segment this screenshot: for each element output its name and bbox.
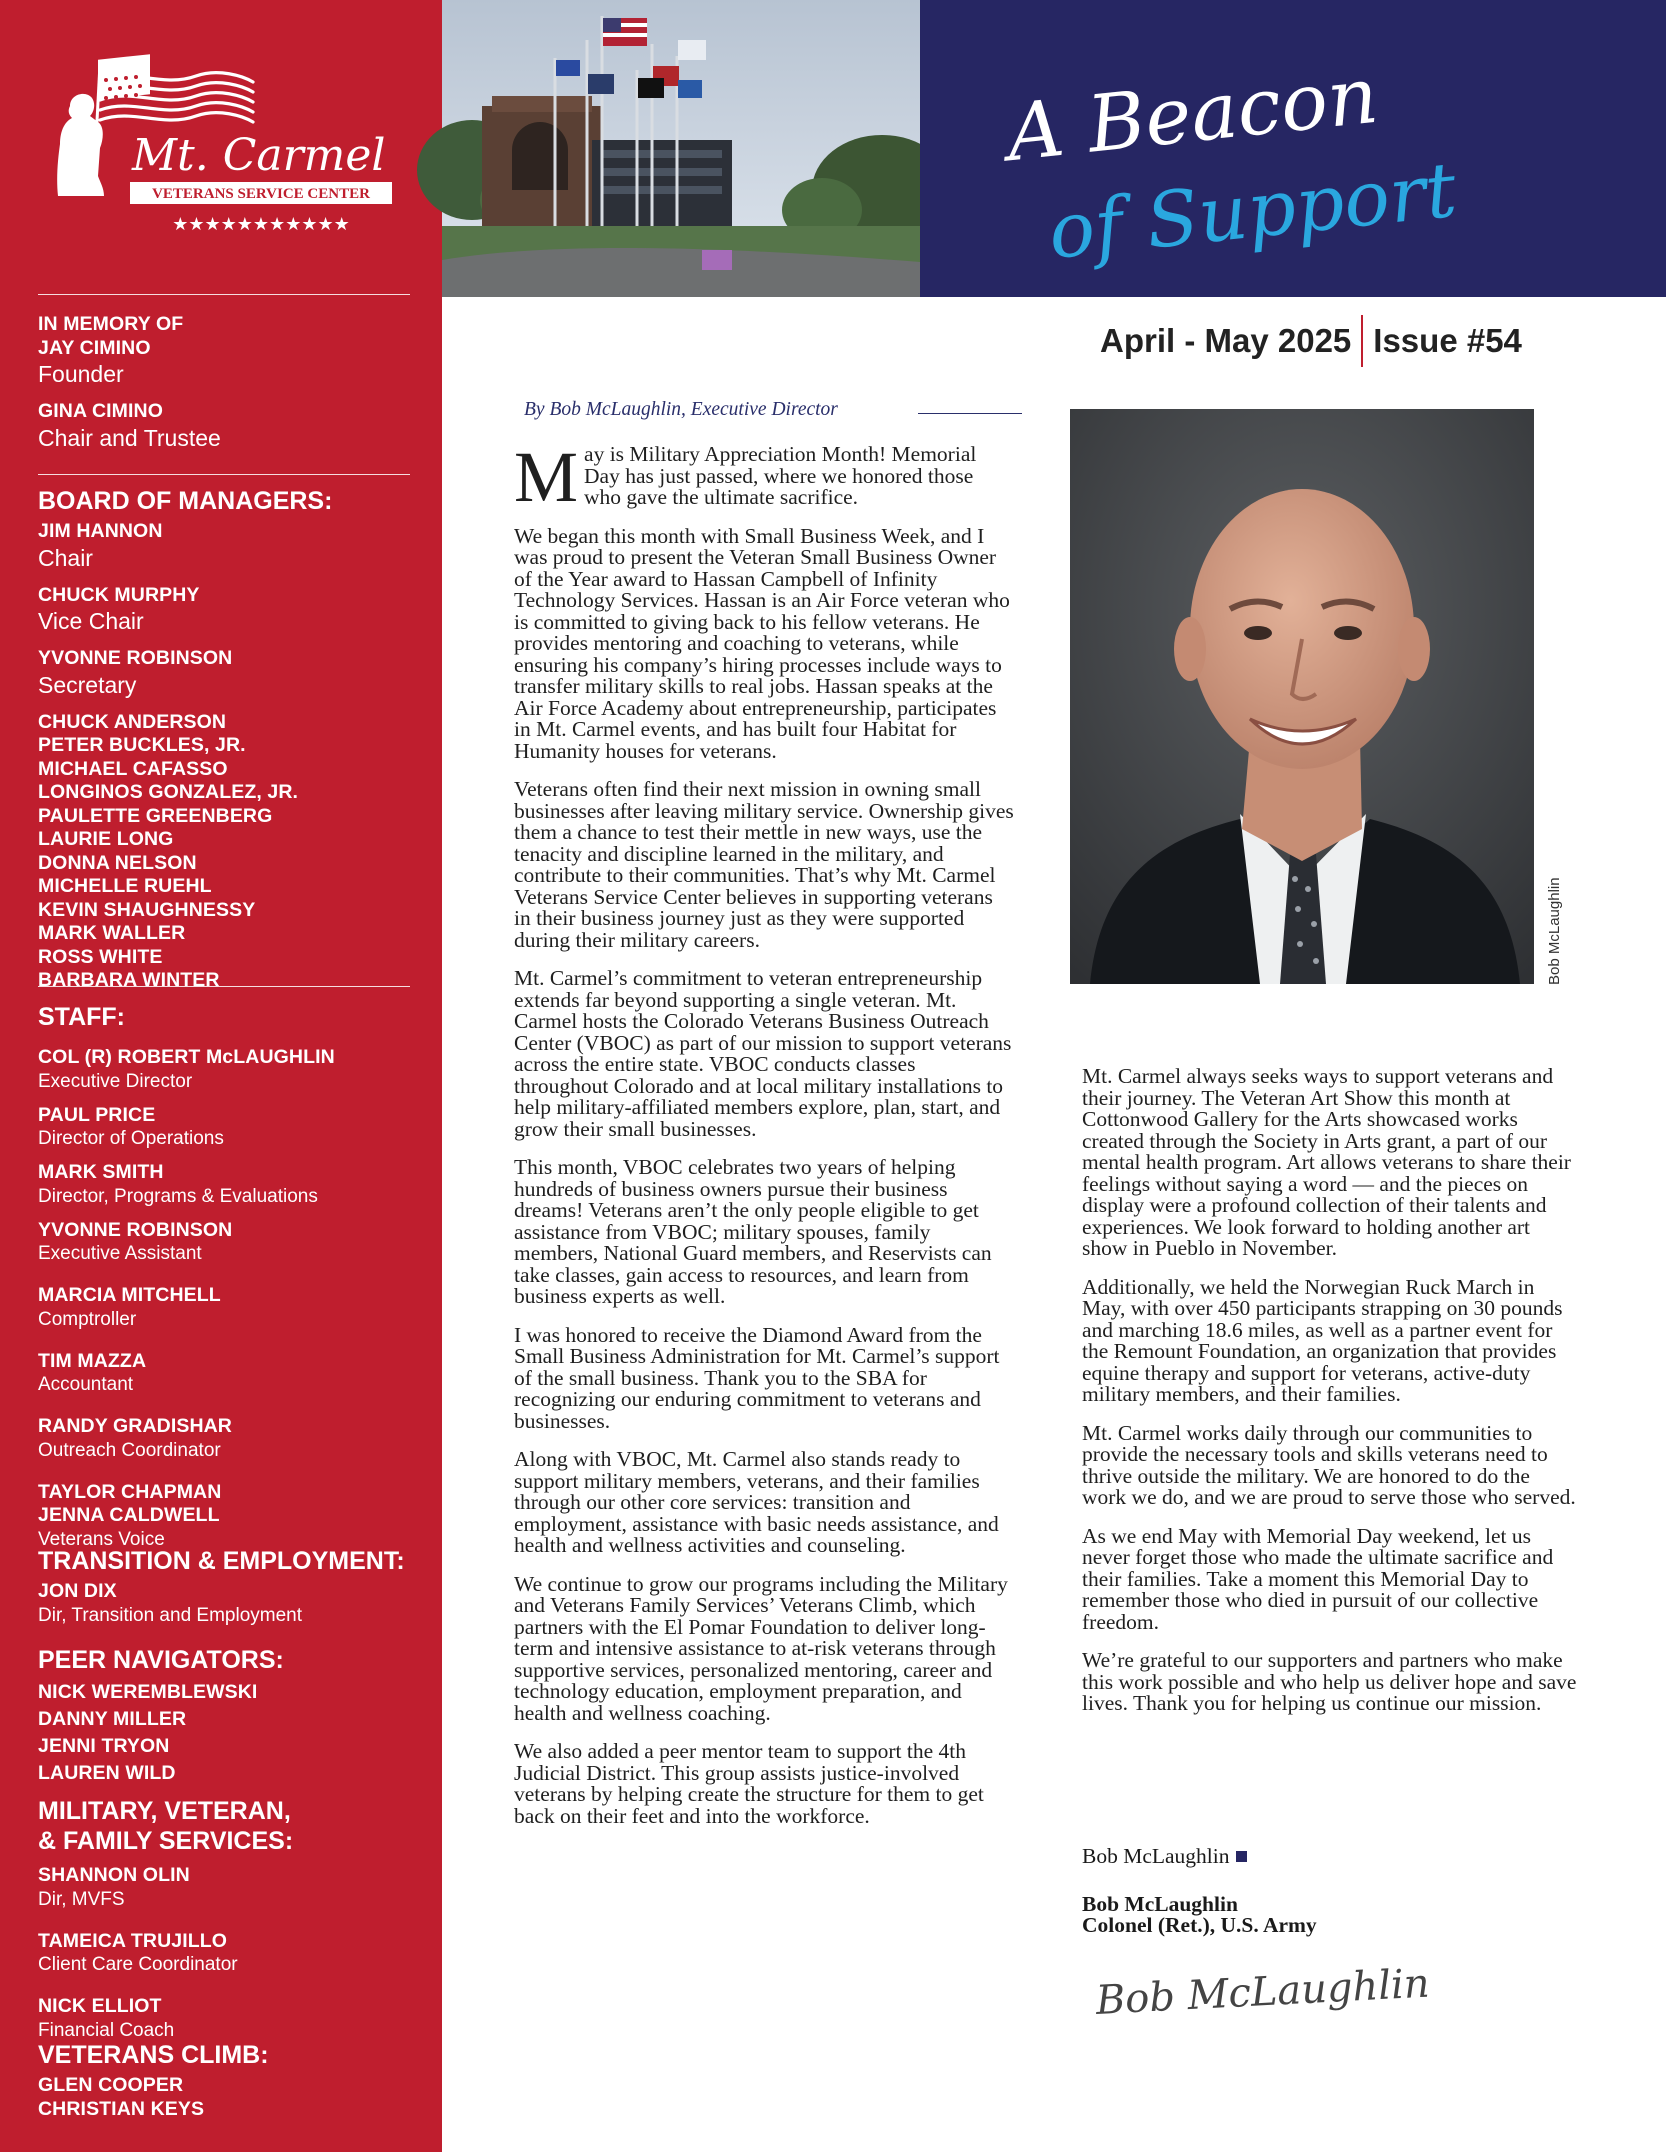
trustee-role: Chair and Trustee [38, 424, 221, 451]
lead-text: ay is Military Appreciation Month! Memorial Day has just passed, where we honored those who gave the ultimate sacrifice. [584, 442, 977, 509]
staff-name: YVONNE ROBINSON [38, 1218, 233, 1241]
mvfs-role: Dir, MVFS [38, 1888, 125, 1910]
transition-name: JON DIX [38, 1580, 117, 1602]
transition-heading: TRANSITION & EMPLOYMENT: [38, 1547, 405, 1575]
peer-name: DANNY MILLER [38, 1708, 187, 1730]
logo-name: Mt. Carmel [132, 130, 386, 181]
banner-title-line2: of Support [1044, 144, 1461, 277]
mvfs-role: Financial Coach [38, 2019, 175, 2041]
issue-line [1100, 318, 1522, 364]
board-officer-role: Secretary [38, 671, 137, 698]
board-officer-name: CHUCK MURPHY [38, 583, 200, 606]
article-paragraph: We began this month with Small Business Week, and I was proud to present the Veteran Small Business Owner of the Year award to Hassan Campbell of Infinity Technology Services. Hassan is an Air Force veteran who is committed to giving back to his fellow veterans. He provides mentoring and coaching to veterans, while ensuring his company’s hiring processes include ways to transfer military skills to real jobs. Hassan speaks at the Air Force Academy about entrepreneurship, participates in Mt. Carmel events, and has built four Habitat for Humanity houses for veterans. [514, 523, 1010, 763]
article-paragraph: We also added a peer mentor team to support the 4th Judicial District. This group assists justice-involved veterans by helping create the structure for them to get back on their feet and into the workforce. [514, 1739, 984, 1828]
board-member: LAURIE LONG [38, 828, 174, 850]
author-name: Bob McLaughlin [1082, 1891, 1238, 1916]
staff-name: TAYLOR CHAPMAN [38, 1480, 222, 1503]
article-column-left [514, 437, 1014, 1844]
staff-role: Outreach Coordinator [38, 1439, 221, 1461]
staff-name: TIM MAZZA [38, 1349, 147, 1372]
staff-role: Accountant [38, 1374, 134, 1395]
article-paragraph: Additionally, we held the Norwegian Ruck March in May, with over 450 participants strapping on 30 pounds and marching 18.6 miles, as well as a partner event for the Remount Foundation, an organization that provides equine therapy and support for veterans, active-duty military members, and their families. [1082, 1274, 1563, 1406]
issue-date: April - May 2025 [1100, 322, 1352, 359]
transition-role: Dir, Transition and Employment [38, 1604, 303, 1626]
board-member: KEVIN SHAUGHNESSY [38, 898, 256, 921]
memory-name: JAY CIMINO [38, 336, 151, 359]
board-member: PETER BUCKLES, JR. [38, 734, 246, 756]
signature-text: Bob McLaughlin [1094, 1960, 1431, 2024]
photo-credit: Bob McLaughlin [1546, 877, 1563, 985]
board-block [38, 484, 418, 993]
peer-name: NICK WEREMBLEWSKI [38, 1681, 258, 1703]
board-officer-name: JIM HANNON [38, 520, 163, 542]
issue-number: Issue #54 [1373, 322, 1522, 359]
staff-name: PAUL PRICE [38, 1103, 156, 1126]
article-paragraph: We’re grateful to our supporters and partners who make this work possible and who help us deliver hope and save lives. Thank you for helping us continue our mission. [1082, 1648, 1577, 1715]
article-paragraph: I was honored to receive the Diamond Award from the Small Business Administration for Mt. Carmel’s support of the small business. Thank you to the SBA for recognizing our enduring commitment to veterans and businesses. [514, 1322, 1000, 1433]
staff-role: Director of Operations [38, 1128, 224, 1149]
peer-heading: PEER NAVIGATORS: [38, 1646, 284, 1674]
climb-name: GLEN COOPER [38, 2074, 184, 2096]
sidebar-divider [38, 474, 410, 475]
signature-block [1082, 1846, 1502, 1937]
mvfs-block [38, 1796, 418, 2053]
board-heading: BOARD OF MANAGERS: [38, 487, 333, 515]
peer-list [38, 1679, 418, 1787]
sidebar-divider [38, 986, 410, 987]
portrait-photo [1070, 409, 1534, 984]
issue-separator [1361, 315, 1363, 367]
board-officer-name: YVONNE ROBINSON [38, 647, 233, 669]
logo-subtitle: VETERANS SERVICE CENTER [152, 186, 370, 202]
board-member-list [38, 711, 418, 993]
climb-block [38, 2038, 418, 2121]
author-rank: Colonel (Ret.), U.S. Army [1082, 1913, 1317, 1937]
article-paragraph: Mt. Carmel’s commitment to veteran entrepreneurship extends far beyond supporting a single veteran. Mt. Carmel hosts the Colorado Veterans Business Outreach Center (VBOC) as part of our mission to support veterans across the entire state. VBOC conducts classes throughout Colorado and at local military installations to help military-affiliated members explore, plan, start, and grow their small businesses. [514, 966, 1012, 1141]
trustee-name: GINA CIMINO [38, 400, 163, 422]
title-banner [920, 0, 1666, 297]
handwritten-signature [1090, 1950, 1431, 2040]
staff-name: MARCIA MITCHELL [38, 1284, 221, 1306]
staff-block [38, 1000, 418, 1562]
board-member: LONGINOS GONZALEZ, JR. [38, 781, 299, 803]
mvfs-role: Client Care Coordinator [38, 1954, 238, 1975]
mvfs-name: NICK ELLIOT [38, 1995, 162, 2017]
board-officer-role: Vice Chair [38, 608, 144, 634]
board-member: MICHAEL CAFASSO [38, 757, 228, 780]
climb-heading: VETERANS CLIMB: [38, 2041, 269, 2069]
board-member: BARBARA WINTER [38, 969, 220, 991]
banner-title-line1: A Beacon [1002, 50, 1383, 180]
article-paragraph: Mt. Carmel works daily through our communities to provide the necessary tools and skills veterans need to thrive outside the military. We are honored to do the work we do, and we are proud to serve those who served. [1082, 1420, 1576, 1509]
board-member: DONNA NELSON [38, 851, 197, 874]
sign-off-line [1082, 1846, 1502, 1868]
peer-name: LAUREN WILD [38, 1762, 176, 1784]
article-paragraph: Along with VBOC, Mt. Carmel also stands ready to support military members, veterans, and their families through our other core services: transition and employment, assistance with basic needs assistance, and health and wellness activities and counseling. [514, 1447, 999, 1557]
board-member: MICHELLE RUEHL [38, 875, 212, 897]
mt-carmel-logo [38, 58, 408, 248]
sidebar [0, 0, 442, 2152]
board-member: CHUCK ANDERSON [38, 710, 227, 733]
board-member: ROSS WHITE [38, 945, 163, 968]
staff-name: MARK SMITH [38, 1161, 164, 1183]
logo-stars: ★★★★★★★★★★★ [172, 214, 350, 235]
article-paragraph: We continue to grow our programs including the Military and Veterans Family Services’ Veterans Climb, which partners with the El Pomar Foundation to deliver long-term and intensive assistance to at-risk veterans through supportive services, personalized mentoring, career and technology education, employment preparation, and health and wellness coaching. [514, 1571, 1008, 1725]
transition-block [38, 1544, 418, 1638]
article-paragraph: Veterans often find their next mission in owning small businesses after leaving military service. Ownership gives them a chance to test their mettle in new ways, use the tenacity and discipline learned in the military, and contribute to their communities. That’s why Mt. Carmel Veterans Service Center believes in supporting veterans in their business journey just as they were supported during their military careers. [514, 777, 1014, 952]
end-mark-icon [1236, 1851, 1247, 1862]
staff-name: COL (R) ROBERT McLAUGHLIN [38, 1046, 335, 1068]
article-column-right [1082, 1066, 1578, 1732]
article-paragraph: As we end May with Memorial Day weekend, let us never forget those who made the ultimate sacrifice and their families. Take a moment this Memorial Day to remember those who died in pursuit of our collective freedom. [1082, 1523, 1554, 1634]
staff-heading: STAFF: [38, 1003, 126, 1031]
staff-role: Executive Director [38, 1070, 193, 1092]
mvfs-heading: & FAMILY SERVICES: [38, 1827, 294, 1855]
staff-role: Comptroller [38, 1308, 137, 1330]
sign-off: Bob McLaughlin [1082, 1844, 1230, 1868]
sidebar-divider [38, 294, 410, 295]
board-member: PAULETTE GREENBERG [38, 804, 273, 827]
byline: By Bob McLaughlin, Executive Director [524, 399, 838, 420]
mvfs-name: SHANNON OLIN [38, 1864, 190, 1886]
byline-rule [918, 413, 1022, 414]
peer-block [38, 1643, 418, 1787]
staff-name: RANDY GRADISHAR [38, 1415, 232, 1437]
staff-role: Director, Programs & Evaluations [38, 1185, 318, 1207]
peer-name: JENNI TRYON [38, 1735, 170, 1757]
memory-block [38, 313, 418, 464]
building-photo [442, 0, 920, 297]
memory-role: Founder [38, 361, 124, 387]
memory-heading: IN MEMORY OF [38, 313, 184, 335]
article-paragraph: This month, VBOC celebrates two years of helping hundreds of business owners pursue their business dreams! Veterans aren’t the only people eligible to get assistance from VBOC; military spouses, family members, National Guard members, and Reservists can take classes, gain access to resources, and learn from business experts as well. [514, 1155, 992, 1308]
lead-paragraph [514, 437, 1014, 517]
staff-role: Executive Assistant [38, 1243, 202, 1264]
mvfs-heading: MILITARY, VETERAN, [38, 1797, 291, 1825]
board-officer-role: Chair [38, 544, 93, 571]
article-paragraph: Mt. Carmel always seeks ways to support veterans and their journey. The Veteran Art Show this month at Cottonwood Gallery for the Arts showcased works created through the Society in Arts grant, a part of our mental health program. Art allows veterans to share their feelings without saying a word — and the pieces on display were a profound collection of their talents and experiences. We look forward to holding another art show in Pueblo in November. [1082, 1064, 1571, 1260]
climb-name: CHRISTIAN KEYS [38, 2097, 205, 2120]
board-member: MARK WALLER [38, 922, 186, 944]
mvfs-name: TAMEICA TRUJILLO [38, 1929, 228, 1952]
staff-name: JENNA CALDWELL [38, 1504, 220, 1526]
drop-cap: M [514, 437, 579, 517]
staff-role: Veterans Voice [38, 1528, 165, 1550]
